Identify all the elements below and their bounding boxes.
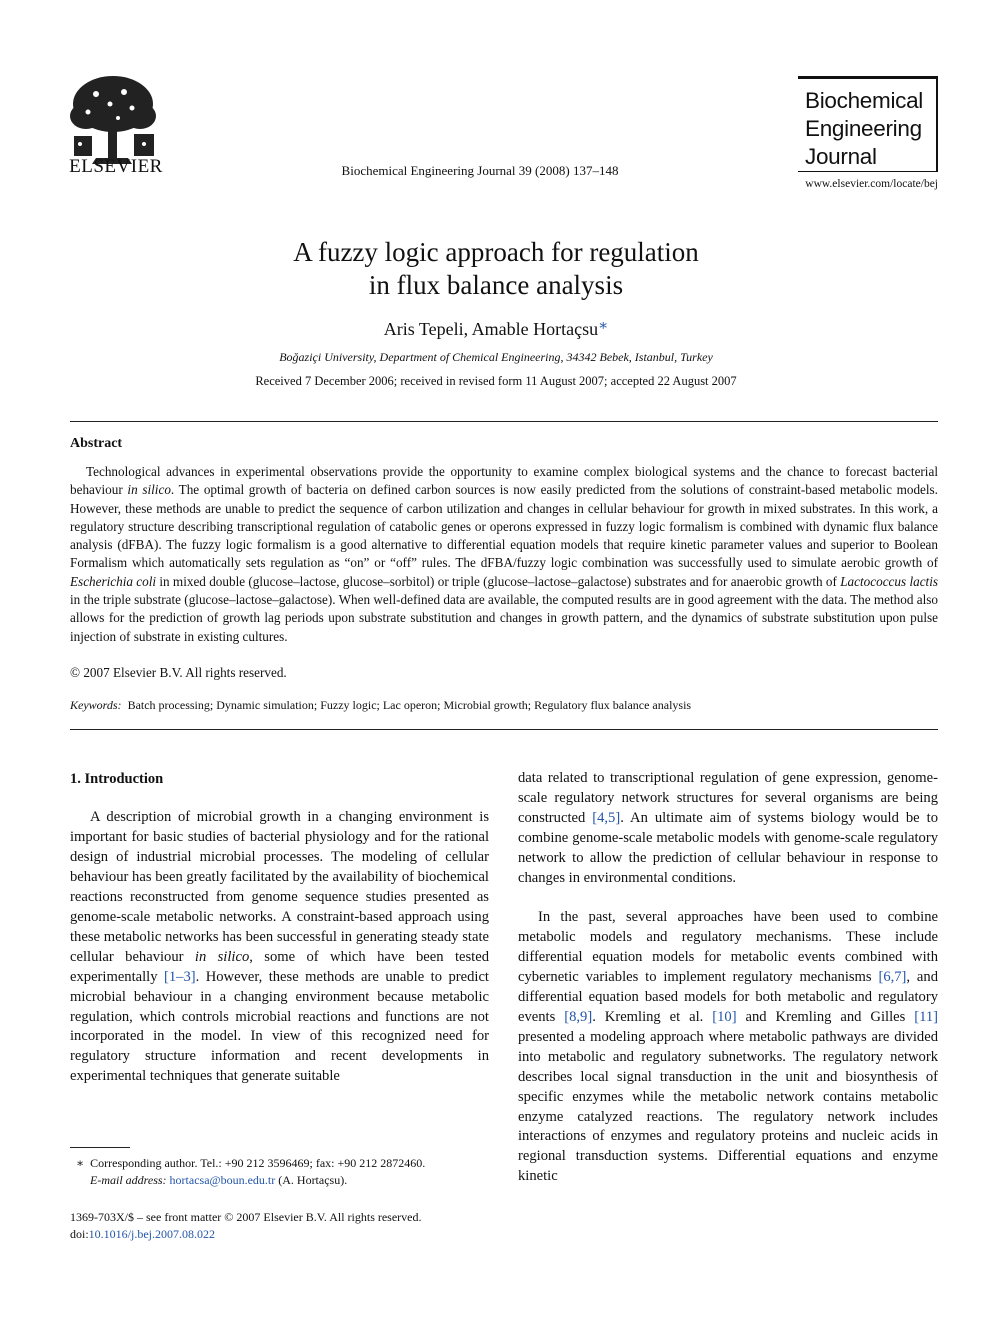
intro-right-text-3: In the past, several approaches have been used to combine metabolic models and regulatory mechanisms. These include differential equation models for metabolic events combined with cybernetic variables to implement regulatory mechanisms	[518, 909, 938, 985]
abstract-text-part-2: . The optimal growth of bacteria on defined carbon sources is now easily predicted from the solutions of constraint-based metabolic models. However, these methods are unable to predict the sequence of carbon utilization and changes in cellular behaviour for growth in mixed substrates. In this work, a regulatory structure describing transcriptional regulation of catabolic genes or operons expressed in fuzzy logic formalism is combined with dynamic flux balance analysis (dFBA). The fuzzy logic formalism is a good alternative to differential equation models that require kinetic parameter values and superior to Boolean Formalism which automatically sets regulation as “on” or “off” rules. The dFBA/fuzzy logic combination was successfully used to simulate aerobic growth of	[70, 482, 938, 571]
footnote-phone-fax: Corresponding author. Tel.: +90 212 3596469; fax: +90 212 2872460.	[90, 1156, 426, 1170]
intro-right-paragraph-1	[518, 769, 938, 889]
email-link[interactable]: hortacsa@boun.edu.tr	[169, 1172, 276, 1187]
brand-line-2: Engineering	[805, 116, 922, 141]
brand-line-3: Journal	[805, 144, 877, 169]
abstract-top-rule	[70, 421, 938, 422]
doi-line	[70, 1226, 500, 1243]
issn-line: 1369-703X/$ – see front matter © 2007 Elsevier B.V. All rights reserved.	[70, 1210, 422, 1224]
section-heading-introduction: 1. Introduction	[70, 771, 164, 787]
footnote-mark: ∗	[76, 1156, 85, 1170]
abstract-italic-term-3: Lactococcus lactis	[840, 573, 939, 589]
intro-left-text-1: A description of microbial growth in a changing environment is important for basic studies of bacterial physiology and for the rational design of industrial microbial processes. The modeling of cellular behaviour has been greatly facilitated by the availability of biochemical reactions reconstructed from genome sequence studies presented as genome-scale metabolic networks. A constraint-based approach using these metabolic networks has been successful in generating steady state cellular behaviour	[70, 809, 489, 965]
intro-right-text-6: and Kremling and Gilles	[736, 1008, 915, 1025]
footnote-contact-line	[76, 1155, 496, 1172]
abstract-text-part-4: in the triple substrate (glucose–lactose–galactose). When well-defined data are available, the computed results are in good agreement with the data. The method also allows for the prediction of growth lag periods upon substrate substitution and changes in growth pattern, and the dynamics of substrate substitution upon pulse injection of substrate in existing cultures.	[70, 592, 938, 644]
brand-line-1: Biochemical	[805, 88, 924, 113]
abstract-text-part-1: Technological advances in experimental observations provide the opportunity to examine complex biological systems and the chance to forecast bacterial behaviour	[70, 464, 938, 498]
intro-right-text-5: . Kremling et al.	[592, 1008, 713, 1025]
author-affiliation: Boğaziçi University, Department of Chemical Engineering, 34342 Bebek, Istanbul, Turkey	[279, 350, 713, 364]
title-line-1: A fuzzy logic approach for regulation	[293, 237, 699, 267]
author-names: Aris Tepeli, Amable Hortaçsu	[383, 319, 599, 339]
intro-right-text-1: data related to transcriptional regulation of gene expression, genome-scale regulatory network structures for several organisms are being constructed	[518, 770, 938, 826]
intro-right-text-2: . An ultimate aim of systems biology would be to combine genome-scale metabolic models with genome-scale regulatory network to allow the prediction of cellular behaviour in response to changes in environmental conditions.	[518, 809, 938, 886]
journal-reference: Biochemical Engineering Journal 39 (2008) 137–148	[341, 163, 619, 178]
citation-link[interactable]: [10]	[712, 1008, 737, 1025]
citation-link[interactable]: [6,7]	[878, 968, 907, 985]
abstract-italic-term-1: in silico	[127, 482, 171, 498]
keywords-label: Keywords:	[70, 698, 122, 712]
abstract-body	[70, 463, 938, 646]
keywords-line	[70, 698, 938, 713]
doi-link[interactable]: 10.1016/j.bej.2007.08.022	[88, 1226, 215, 1241]
article-history-dates: Received 7 December 2006; received in revised form 11 August 2007; accepted 22 August 2007	[255, 374, 737, 388]
doi-label: doi:	[70, 1226, 89, 1241]
intro-left-text-3: . However, these methods are unable to predict microbial behaviour in a changing environment because metabolic regulation, which controls microbial reactions and functions are not incorporated in the model. In view of this recognized need for regulatory structure information and recent developments in experimental techniques that generate suitable	[70, 968, 489, 1085]
corresponding-author-mark[interactable]: ∗	[598, 318, 609, 334]
intro-right-text-4: , and differential equation based models for both metabolic and regulatory events	[518, 968, 938, 1025]
citation-link[interactable]: [8,9]	[564, 1008, 593, 1025]
abstract-bottom-rule	[70, 729, 938, 730]
journal-brand-name	[805, 87, 923, 171]
abstract-copyright: © 2007 Elsevier B.V. All rights reserved.	[70, 665, 287, 680]
citation-link[interactable]: [11]	[914, 1008, 939, 1025]
journal-brand-box	[798, 76, 938, 172]
intro-right-paragraph-2	[518, 908, 938, 1187]
journal-url-link[interactable]: www.elsevier.com/locate/bej	[805, 178, 938, 190]
corresponding-author-footnote	[76, 1155, 496, 1188]
abstract-heading: Abstract	[70, 436, 123, 451]
footnote-rule	[70, 1147, 130, 1148]
email-label: E-mail address:	[90, 1172, 167, 1187]
email-owner: (A. Hortaçsu).	[275, 1172, 348, 1187]
intro-left-italic: in silico	[194, 948, 250, 965]
front-matter	[70, 1209, 500, 1242]
abstract-italic-term-2: Escherichia coli	[70, 573, 157, 589]
keywords-list: Batch processing; Dynamic simulation; Fuzzy logic; Lac operon; Microbial growth; Regulatory flux balance analysis	[127, 698, 692, 712]
intro-right-text-7: presented a modeling approach where metabolic pathways are divided into metabolic and regulatory subnetworks. The regulatory network describes local signal transduction in the unit and biosynthesis of specific enzymes while the metabolic network contains metabolic enzyme catalyzed reactions. The regulatory network includes interactions of enzymes and regulatory proteins and nucleic acids in regional transduction systems. Differential equations and enzyme kinetic	[518, 1028, 938, 1185]
article-title	[150, 236, 842, 302]
intro-left-text-2: , some of which have been tested experimentally	[70, 948, 489, 985]
footnote-email-line	[76, 1172, 496, 1189]
intro-left-column	[70, 808, 489, 1087]
abstract-text-part-3: in mixed double (glucose–lactose, glucose–sorbitol) or triple (glucose–lactose–galactose) substrates and for anaerobic growth of	[156, 573, 841, 589]
citation-link[interactable]: [1–3]	[163, 968, 196, 985]
publisher-name: ELSEVIER	[69, 156, 163, 177]
title-line-2: in flux balance analysis	[368, 270, 624, 300]
citation-link[interactable]: [4,5]	[592, 809, 621, 826]
author-list	[200, 316, 792, 340]
